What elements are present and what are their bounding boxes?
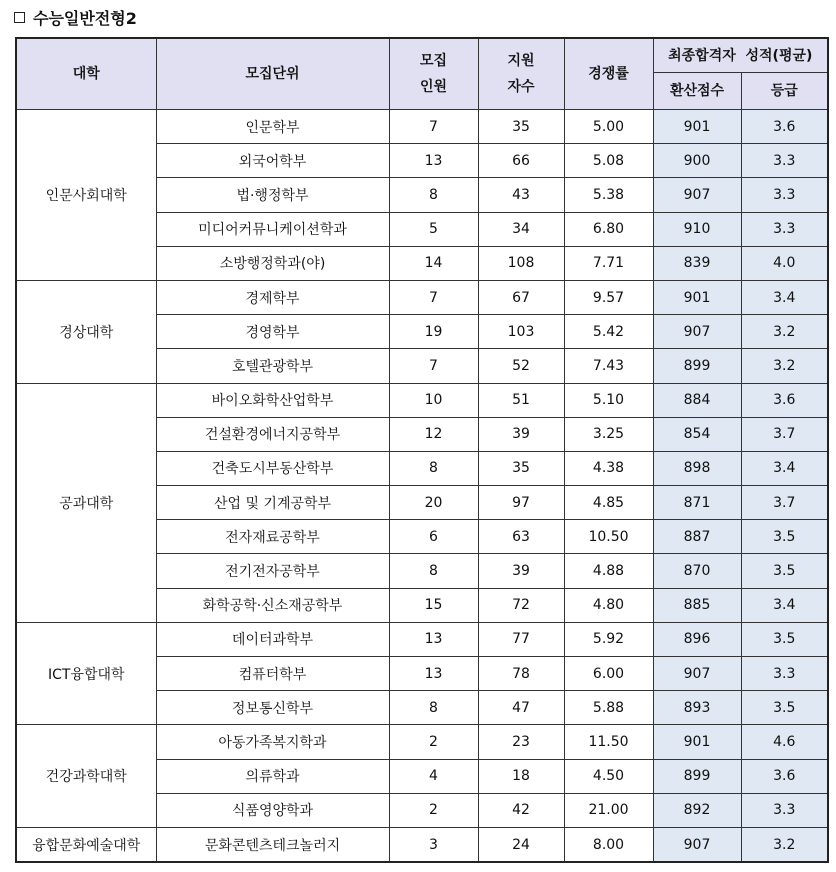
quota-cell: 13 — [389, 657, 478, 691]
ratio-cell: 11.50 — [564, 725, 653, 759]
score-cell: 839 — [653, 246, 741, 280]
header-applicants-line2: 자수 — [507, 79, 535, 95]
ratio-cell: 3.25 — [564, 417, 653, 451]
grade-cell: 3.3 — [741, 178, 828, 212]
grade-cell: 3.5 — [741, 622, 828, 656]
score-cell: 907 — [653, 657, 741, 691]
ratio-cell: 4.50 — [564, 759, 653, 793]
table-row — [16, 110, 828, 144]
ratio-cell: 7.71 — [564, 246, 653, 280]
college-cell: 융합문화예술대학 — [16, 827, 156, 862]
quota-cell: 13 — [389, 144, 478, 178]
quota-cell: 7 — [389, 110, 478, 144]
ratio-cell: 5.42 — [564, 315, 653, 349]
quota-cell: 8 — [389, 691, 478, 725]
header-quota — [389, 38, 478, 110]
score-cell: 854 — [653, 417, 741, 451]
grade-cell: 3.5 — [741, 520, 828, 554]
score-cell: 899 — [653, 349, 741, 383]
grade-cell: 3.6 — [741, 383, 828, 417]
applicants-cell: 42 — [478, 793, 564, 827]
applicants-cell: 77 — [478, 622, 564, 656]
quota-cell: 8 — [389, 178, 478, 212]
score-cell: 885 — [653, 588, 741, 622]
unit-cell: 전자재료공학부 — [156, 520, 389, 554]
score-cell: 907 — [653, 827, 741, 862]
college-cell: 경상대학 — [16, 280, 156, 383]
quota-cell: 2 — [389, 793, 478, 827]
quota-cell: 4 — [389, 759, 478, 793]
grade-cell: 3.3 — [741, 144, 828, 178]
unit-cell: 의류학과 — [156, 759, 389, 793]
header-final-results: 최종합격자 성적(평균) — [653, 38, 828, 73]
applicants-cell: 35 — [478, 451, 564, 485]
grade-cell: 3.2 — [741, 349, 828, 383]
header-score: 환산점수 — [653, 73, 741, 110]
applicants-cell: 78 — [478, 657, 564, 691]
ratio-cell: 5.88 — [564, 691, 653, 725]
grade-cell: 3.5 — [741, 691, 828, 725]
score-cell: 901 — [653, 280, 741, 314]
unit-cell: 소방행정학과(야) — [156, 246, 389, 280]
grade-cell: 3.7 — [741, 486, 828, 520]
score-cell: 907 — [653, 315, 741, 349]
score-cell: 901 — [653, 110, 741, 144]
header-applicants — [478, 38, 564, 110]
ratio-cell: 6.00 — [564, 657, 653, 691]
ratio-cell: 4.85 — [564, 486, 653, 520]
score-cell: 871 — [653, 486, 741, 520]
header-college: 대학 — [16, 38, 156, 110]
ratio-cell: 5.38 — [564, 178, 653, 212]
score-cell: 898 — [653, 451, 741, 485]
applicants-cell: 43 — [478, 178, 564, 212]
quota-cell: 14 — [389, 246, 478, 280]
ratio-cell: 4.88 — [564, 554, 653, 588]
table-row — [16, 827, 828, 862]
college-cell: ICT융합대학 — [16, 622, 156, 725]
applicants-cell: 66 — [478, 144, 564, 178]
unit-cell: 문화콘텐츠테크놀러지 — [156, 827, 389, 862]
table-row — [16, 280, 828, 314]
header-applicants-line1: 지원 — [507, 53, 535, 69]
college-cell: 공과대학 — [16, 383, 156, 622]
applicants-cell: 39 — [478, 417, 564, 451]
quota-cell: 6 — [389, 520, 478, 554]
score-cell: 884 — [653, 383, 741, 417]
applicants-cell: 72 — [478, 588, 564, 622]
unit-cell: 정보통신학부 — [156, 691, 389, 725]
score-cell: 893 — [653, 691, 741, 725]
unit-cell: 화학공학·신소재공학부 — [156, 588, 389, 622]
unit-cell: 산업 및 기계공학부 — [156, 486, 389, 520]
unit-cell: 인문학부 — [156, 110, 389, 144]
quota-cell: 5 — [389, 212, 478, 246]
applicants-cell: 103 — [478, 315, 564, 349]
ratio-cell: 7.43 — [564, 349, 653, 383]
quota-cell: 8 — [389, 554, 478, 588]
header-ratio: 경쟁률 — [564, 38, 653, 110]
quota-cell: 7 — [389, 349, 478, 383]
applicants-cell: 108 — [478, 246, 564, 280]
header-grade: 등급 — [741, 73, 828, 110]
grade-cell: 3.4 — [741, 280, 828, 314]
checkbox-square-icon — [14, 12, 25, 23]
unit-cell: 바이오화학산업학부 — [156, 383, 389, 417]
applicants-cell: 52 — [478, 349, 564, 383]
applicants-cell: 23 — [478, 725, 564, 759]
unit-cell: 외국어학부 — [156, 144, 389, 178]
score-cell: 910 — [653, 212, 741, 246]
unit-cell: 건축도시부동산학부 — [156, 451, 389, 485]
score-cell: 900 — [653, 144, 741, 178]
applicants-cell: 51 — [478, 383, 564, 417]
quota-cell: 19 — [389, 315, 478, 349]
unit-cell: 호텔관광학부 — [156, 349, 389, 383]
grade-cell: 3.3 — [741, 793, 828, 827]
score-cell: 899 — [653, 759, 741, 793]
ratio-cell: 10.50 — [564, 520, 653, 554]
unit-cell: 법·행정학부 — [156, 178, 389, 212]
grade-cell: 3.7 — [741, 417, 828, 451]
grade-cell: 3.6 — [741, 110, 828, 144]
unit-cell: 건설환경에너지공학부 — [156, 417, 389, 451]
unit-cell: 아동가족복지학과 — [156, 725, 389, 759]
ratio-cell: 4.38 — [564, 451, 653, 485]
grade-cell: 3.3 — [741, 212, 828, 246]
ratio-cell: 5.92 — [564, 622, 653, 656]
grade-cell: 3.2 — [741, 827, 828, 862]
score-cell: 892 — [653, 793, 741, 827]
table-row — [16, 725, 828, 759]
quota-cell: 10 — [389, 383, 478, 417]
ratio-cell: 6.80 — [564, 212, 653, 246]
grade-cell: 3.5 — [741, 554, 828, 588]
applicants-cell: 63 — [478, 520, 564, 554]
ratio-cell: 5.00 — [564, 110, 653, 144]
grade-cell: 3.4 — [741, 451, 828, 485]
score-cell: 887 — [653, 520, 741, 554]
quota-cell: 15 — [389, 588, 478, 622]
applicants-cell: 67 — [478, 280, 564, 314]
table-row — [16, 622, 828, 656]
unit-cell: 경제학부 — [156, 280, 389, 314]
section-title-text: 수능일반전형2 — [33, 8, 137, 28]
table-header — [16, 38, 828, 110]
header-quota-line2: 인원 — [419, 79, 448, 95]
applicants-cell: 39 — [478, 554, 564, 588]
applicants-cell: 47 — [478, 691, 564, 725]
unit-cell: 경영학부 — [156, 315, 389, 349]
table-body — [16, 110, 828, 863]
quota-cell: 3 — [389, 827, 478, 862]
unit-cell: 컴퓨터학부 — [156, 657, 389, 691]
unit-cell: 전기전자공학부 — [156, 554, 389, 588]
ratio-cell: 9.57 — [564, 280, 653, 314]
grade-cell: 3.6 — [741, 759, 828, 793]
admission-results-table — [15, 37, 829, 863]
applicants-cell: 24 — [478, 827, 564, 862]
applicants-cell: 35 — [478, 110, 564, 144]
score-cell: 907 — [653, 178, 741, 212]
score-cell: 901 — [653, 725, 741, 759]
unit-cell: 식품영양학과 — [156, 793, 389, 827]
applicants-cell: 34 — [478, 212, 564, 246]
college-cell: 건강과학대학 — [16, 725, 156, 828]
quota-cell: 2 — [389, 725, 478, 759]
section-title — [14, 4, 137, 30]
score-cell: 896 — [653, 622, 741, 656]
ratio-cell: 5.10 — [564, 383, 653, 417]
quota-cell: 8 — [389, 451, 478, 485]
quota-cell: 13 — [389, 622, 478, 656]
grade-cell: 3.2 — [741, 315, 828, 349]
unit-cell: 데이터과학부 — [156, 622, 389, 656]
score-cell: 870 — [653, 554, 741, 588]
ratio-cell: 5.08 — [564, 144, 653, 178]
quota-cell: 12 — [389, 417, 478, 451]
grade-cell: 4.6 — [741, 725, 828, 759]
table-row — [16, 383, 828, 417]
applicants-cell: 97 — [478, 486, 564, 520]
grade-cell: 3.4 — [741, 588, 828, 622]
applicants-cell: 18 — [478, 759, 564, 793]
ratio-cell: 21.00 — [564, 793, 653, 827]
ratio-cell: 4.80 — [564, 588, 653, 622]
header-unit: 모집단위 — [156, 38, 389, 110]
header-quota-line1: 모집 — [419, 53, 448, 69]
unit-cell: 미디어커뮤니케이션학과 — [156, 212, 389, 246]
quota-cell: 7 — [389, 280, 478, 314]
grade-cell: 4.0 — [741, 246, 828, 280]
ratio-cell: 8.00 — [564, 827, 653, 862]
quota-cell: 20 — [389, 486, 478, 520]
grade-cell: 3.3 — [741, 657, 828, 691]
college-cell: 인문사회대학 — [16, 110, 156, 281]
